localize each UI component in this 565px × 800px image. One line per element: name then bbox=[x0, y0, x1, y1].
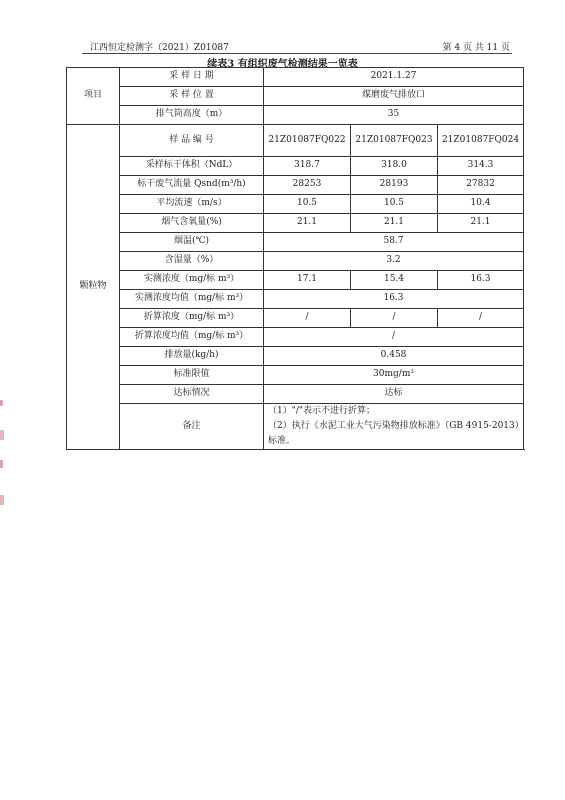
label-oxygen: 烟气含氧量(%) bbox=[120, 214, 264, 233]
sample-no-2: 21Z01087FQ023 bbox=[351, 125, 438, 157]
remark-line-1: （1）"/"表示不进行折算； bbox=[268, 406, 376, 416]
value-temp: 58.7 bbox=[264, 233, 524, 252]
label-location: 采 样 位 置 bbox=[120, 87, 264, 106]
row-conc-avg bbox=[67, 290, 524, 309]
value-emission: 0.458 bbox=[264, 347, 524, 366]
conc-2: 15.4 bbox=[351, 271, 438, 290]
sample-no-3: 21Z01087FQ024 bbox=[438, 125, 524, 157]
label-limit: 标准限值 bbox=[120, 366, 264, 385]
value-conv-avg: / bbox=[264, 328, 524, 347]
page-number: 第 4 页 共 11 页 bbox=[442, 43, 510, 53]
oxygen-3: 21.1 bbox=[438, 214, 524, 233]
oxygen-1: 21.1 bbox=[264, 214, 351, 233]
flow-3: 27832 bbox=[438, 176, 524, 195]
value-location: 煤磨废气排放口 bbox=[264, 87, 524, 106]
oxygen-2: 21.1 bbox=[351, 214, 438, 233]
value-conc-avg: 16.3 bbox=[264, 290, 524, 309]
row-velocity bbox=[67, 195, 524, 214]
row-temp bbox=[67, 233, 524, 252]
row-limit bbox=[67, 366, 524, 385]
label-conv-avg: 折算浓度均值（mg/标 m³） bbox=[120, 328, 264, 347]
remark-content bbox=[264, 404, 524, 450]
label-emission: 排放量(kg/h) bbox=[120, 347, 264, 366]
conv-1: / bbox=[264, 309, 351, 328]
conc-3: 16.3 bbox=[438, 271, 524, 290]
dry-volume-1: 318.7 bbox=[264, 157, 351, 176]
value-height: 35 bbox=[264, 106, 524, 125]
label-conc-avg: 实测浓度均值（mg/标 m³） bbox=[120, 290, 264, 309]
row-conv-avg bbox=[67, 328, 524, 347]
conv-2: / bbox=[351, 309, 438, 328]
dry-volume-3: 314.3 bbox=[438, 157, 524, 176]
row-sample-no bbox=[67, 125, 524, 157]
flow-2: 28193 bbox=[351, 176, 438, 195]
xiangmu-label: 项目 bbox=[67, 68, 120, 125]
row-humidity bbox=[67, 252, 524, 271]
label-conc: 实测浓度（mg/标 m³） bbox=[120, 271, 264, 290]
label-temp: 烟温(℃) bbox=[120, 233, 264, 252]
table-title: 续表3 有组织废气检测结果一览表 bbox=[207, 59, 358, 70]
remark-label: 备注 bbox=[120, 404, 264, 450]
row-location bbox=[67, 87, 524, 106]
row-flow bbox=[67, 176, 524, 195]
velocity-1: 10.5 bbox=[264, 195, 351, 214]
label-dry-volume: 采样标干体积（NdL） bbox=[120, 157, 264, 176]
value-limit: 30mg/m³ bbox=[264, 366, 524, 385]
value-date: 2021.1.27 bbox=[264, 68, 524, 87]
value-compliance: 达标 bbox=[264, 385, 524, 404]
remark-line-2: （2）执行《水泥工业大气污染物排放标准》（GB 4915-2013）标准。 bbox=[268, 421, 520, 446]
header-divider bbox=[82, 53, 512, 54]
conv-3: / bbox=[438, 309, 524, 328]
report-number: 江西恒定检测字（2021）Z01087 bbox=[90, 43, 229, 53]
label-sample-no: 样 品 编 号 bbox=[120, 125, 264, 157]
flow-1: 28253 bbox=[264, 176, 351, 195]
value-humidity: 3.2 bbox=[264, 252, 524, 271]
label-velocity: 平均流速（m/s） bbox=[120, 195, 264, 214]
row-oxygen bbox=[67, 214, 524, 233]
row-conv bbox=[67, 309, 524, 328]
row-dry-volume bbox=[67, 157, 524, 176]
label-date: 采 样 日 期 bbox=[120, 68, 264, 87]
dry-volume-2: 318.0 bbox=[351, 157, 438, 176]
row-date bbox=[67, 68, 524, 87]
label-compliance: 达标情况 bbox=[120, 385, 264, 404]
results-table bbox=[66, 67, 524, 450]
conc-1: 17.1 bbox=[264, 271, 351, 290]
row-conc bbox=[67, 271, 524, 290]
row-remark bbox=[67, 404, 524, 450]
label-height: 排气筒高度（m） bbox=[120, 106, 264, 125]
label-humidity: 含湿量（%） bbox=[120, 252, 264, 271]
row-compliance bbox=[67, 385, 524, 404]
particulate-label: 颗粒物 bbox=[67, 125, 120, 450]
seal-edge-mark bbox=[0, 400, 6, 520]
row-height bbox=[67, 106, 524, 125]
label-flow: 标干废气流量 Qsnd(m³/h) bbox=[120, 176, 264, 195]
row-emission bbox=[67, 347, 524, 366]
velocity-2: 10.5 bbox=[351, 195, 438, 214]
sample-no-1: 21Z01087FQ022 bbox=[264, 125, 351, 157]
velocity-3: 10.4 bbox=[438, 195, 524, 214]
label-conv: 折算浓度（mg/标 m³） bbox=[120, 309, 264, 328]
